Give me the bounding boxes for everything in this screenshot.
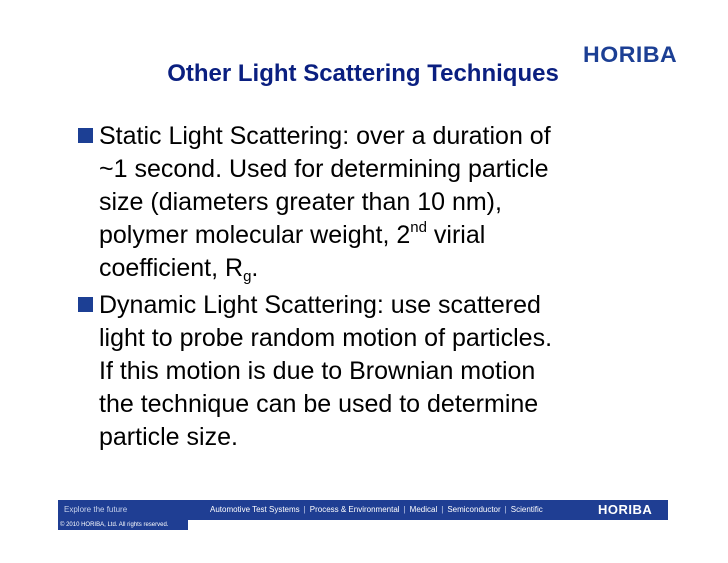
bullet-dynamic-light-scattering — [78, 289, 658, 454]
superscript: nd — [410, 219, 427, 236]
bullet-line — [99, 219, 658, 252]
bullet-line: Static Light Scattering: over a duration of — [99, 122, 551, 150]
bullet-line: particle size. — [99, 423, 238, 451]
subscript: g — [243, 268, 252, 285]
divider: | — [504, 505, 507, 514]
footer-horiba-logo: HORIBA — [598, 502, 653, 517]
divider: | — [403, 505, 406, 514]
line-text: . — [251, 254, 259, 282]
bullet-line: the technique can be used to determine — [99, 390, 539, 418]
footer-bar — [58, 500, 668, 520]
bullet-line: size (diameters greater than 10 nm), — [99, 188, 502, 216]
copyright-notice: © 2010 HORIBA, Ltd. All rights reserved. — [58, 520, 188, 530]
bullet-line: If this motion is due to Brownian motion — [99, 357, 536, 385]
bullet-static-light-scattering — [78, 120, 658, 285]
divider: | — [441, 505, 444, 514]
horiba-logo: HORIBA — [583, 42, 678, 67]
bullet-line: ~1 second. Used for determining particle — [99, 155, 549, 183]
slide-title: Other Light Scattering Techniques — [167, 60, 559, 87]
division-item: Semiconductor — [447, 505, 501, 514]
square-bullet-icon — [78, 128, 93, 143]
footer-tagline: Explore the future — [64, 505, 128, 514]
bullet-line — [99, 252, 658, 285]
bullet-line: Dynamic Light Scattering: use scattered — [99, 291, 541, 319]
division-item: Automotive Test Systems — [210, 505, 300, 514]
line-text: coefficient, R — [99, 254, 244, 282]
divider: | — [303, 505, 306, 514]
footer-divisions — [210, 505, 543, 514]
bullet-list — [78, 120, 658, 454]
division-item: Medical — [409, 505, 438, 514]
square-bullet-icon — [78, 297, 93, 312]
division-item: Process & Environmental — [309, 505, 400, 514]
division-item: Scientific — [510, 505, 543, 514]
bullet-line: light to probe random motion of particles. — [99, 324, 553, 352]
line-text: virial — [426, 221, 486, 249]
line-text: polymer molecular weight, 2 — [99, 221, 411, 249]
